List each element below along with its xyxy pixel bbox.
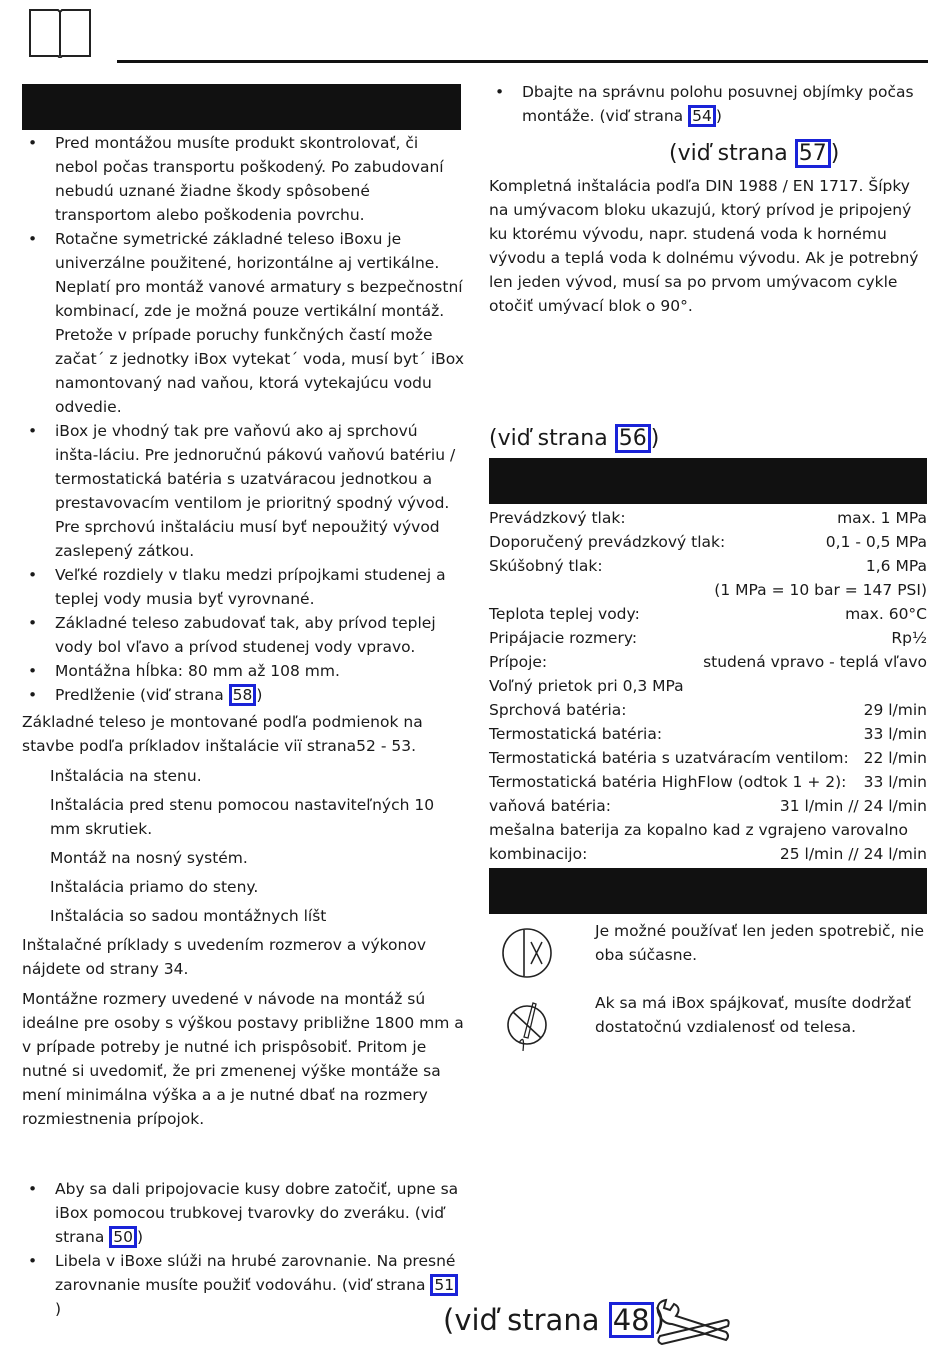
ref-48-line: (viď strana 48 )	[443, 1303, 665, 1337]
spec-row: Pripájacie rozmery: Rp½	[489, 629, 927, 647]
list-item: • Pred montážou musíte produkt skontrolovať, či nebol počas transportu poškodený. Po zabudovaní nebudú uznané žiadne škody spôsobené transportom alebo poškodenia povrchu.	[22, 131, 464, 227]
install-option: Inštalácia priamo do steny.	[50, 878, 259, 896]
din-text: Kompletná inštalácia podľa DIN 1988 / EN 1717. Šípky na umývacom bloku ukazujú, ktorý prívod je pripojený ku ktorému vývodu, napr. studená voda k hornému vývodu a teplá voda k dolnému vývodu. Ak je potrebný len jeden vývod, musí sa po prvom umývacom cykle otočiť umývací blok o 90°.	[489, 177, 919, 315]
right-top-text	[489, 80, 927, 128]
spec-row: Doporučený prevádzkový tlak: 0,1 - 0,5 MPa	[489, 533, 927, 551]
spec-row: Termostatická batéria s uzatváracím ventilom: 22 l/min	[489, 749, 927, 767]
spec-row: Teplota teplej vody: max. 60°C	[489, 605, 927, 623]
spec-row: Prevádzkový tlak: max. 1 MPa	[489, 509, 927, 527]
ref-56-line: (viď strana 56 )	[489, 424, 659, 454]
list-item-extension: • Predlženie (viď strana 58 )	[22, 683, 464, 707]
page-ref-48[interactable]: 48	[609, 1302, 654, 1338]
section-header-bar-left	[22, 84, 461, 130]
page-ref-54[interactable]: 54	[688, 105, 716, 127]
list-item: • iBox je vhodný tak pre vaňovú ako aj sprchovú inšta-láciu. Pre jednoručnú pákovú vaňovú batériu / termostatická batéria s uzatváracou jednotkou a prestavovacím ventilom je prioritný spodný vývod. Pre sprchovú inštaláciu musí byť nepoužitý vývod zaslepený zátkou.	[22, 419, 464, 563]
list-item: • Montážna hĺbka: 80 mm až 108 mm.	[22, 659, 464, 683]
page-ref-50[interactable]: 50	[109, 1226, 137, 1248]
install-option: Montáž na nosný systém.	[50, 849, 248, 867]
header-rule	[117, 60, 928, 63]
spec-row: Termostatická batéria HighFlow (odtok 1 + 2): 33 l/min	[489, 773, 927, 791]
section-header-bar-specs	[489, 458, 927, 504]
note-text: Ak sa má iBox spájkovať, musíte dodržať dostatočnú vzdialenosť od telesa.	[595, 994, 911, 1036]
spec-row: Sprchová batéria: 29 l/min	[489, 701, 927, 719]
single-consumer-icon	[501, 927, 553, 979]
list-item: • Dbajte na správnu polohu posuvnej objímky počas montáže. (viď strana 54 )	[489, 80, 927, 128]
install-option: Inštalácia so sadou montážnych líšt	[50, 907, 327, 925]
left-column-text	[22, 131, 464, 1137]
technical-data-table	[489, 506, 927, 866]
spec-row: Skúšobný tlak: 1,6 MPa	[489, 557, 927, 575]
left-bottom-text	[22, 1177, 464, 1321]
list-item: • Veľké rozdiely v tlaku medzi prípojkami studenej a teplej vody musia byť vyrovnané.	[22, 563, 464, 611]
list-item: • Rotačne symetrické základné teleso iBoxu je univerzálne použitené, horizontálne aj vertikálne. Neplatí pro montáž vanové armatury s bezpečnostní kombinací, zde je možná pouze vertikální montáž. Pretože v prípade poruchy funkčných častí može začat´ z jednotky iBox vytekat´ voda, musí byt´ iBox namontovaný nad vaňou, ktorá vytekajúcu vodu odvedie.	[22, 227, 464, 419]
bottom-list	[22, 1177, 464, 1321]
note-text: Je možné používať len jeden spotrebič, nie oba súčasne.	[595, 922, 925, 964]
spec-row: Termostatická batéria: 33 l/min	[489, 725, 927, 743]
spec-row: mešalna baterija za kopalno kad z vgrajeno varovalno	[489, 821, 908, 839]
page-ref-58[interactable]: 58	[229, 684, 257, 706]
install-option: Inštalácia pred stenu pomocou nastaviteľných 10 mm skrutiek.	[50, 796, 435, 838]
section-header-bar-notes	[489, 868, 927, 914]
page-ref-56[interactable]: 56	[615, 424, 651, 453]
dimensions-text: Montážne rozmery uvedené v návode na montáž sú ideálne pre osoby s výškou postavy približne 1800 mm a v prípade potreby je nutné ich prispôsobiť. Pritom je nutné si uvedomiť, že pri zmenenej výške montáže sa mení minimálna výška a a je nutné dbať na rozmery rozmiestnenia prípojok.	[22, 990, 464, 1128]
page-ref-57[interactable]: 57	[795, 139, 831, 168]
no-soldering-icon	[501, 999, 553, 1051]
spec-row: (1 MPa = 10 bar = 147 PSI)	[714, 581, 927, 599]
page-ref-51[interactable]: 51	[430, 1274, 458, 1296]
examples-text: Inštalačné príklady s uvedením rozmerov a výkonov nájdete od strany 34.	[22, 936, 427, 978]
requirements-list	[22, 131, 464, 707]
spec-row: kombinacijo: 25 l/min // 24 l/min	[489, 845, 927, 863]
note-single-consumer	[489, 919, 927, 987]
spec-row: Voľný prietok pri 0,3 MPa	[489, 677, 684, 695]
ref-57-line: (viď strana 57 )	[669, 139, 839, 169]
spec-row: Prípoje: studená vpravo - teplá vľavo	[489, 653, 927, 671]
list-item: • Základné teleso zabudovať tak, aby prívod teplej vody bol vľavo a prívod studenej vody vpravo.	[22, 611, 464, 659]
slide-sleeve-list	[489, 80, 927, 128]
list-item: • Aby sa dali pripojovacie kusy dobre zatočiť, upne sa iBox pomocou trubkovej tvarovky do zveráku. (viď strana 50 )	[22, 1177, 464, 1249]
install-intro: Základné teleso je montované podľa podmienok na stavbe podľa príkladov inštalácie viï strana52 - 53.	[22, 713, 423, 755]
tools-icon	[652, 1296, 732, 1350]
list-item: • Libela v iBoxe slúži na hrubé zarovnanie. Na presné zarovnanie musíte použiť vodováhu. (viď strana 51)	[22, 1249, 464, 1321]
manual-book-icon	[28, 6, 92, 58]
note-no-soldering	[489, 991, 927, 1051]
install-option: Inštalácia na stenu.	[50, 767, 202, 785]
notes	[489, 919, 927, 1051]
spec-row: vaňová batéria: 31 l/min // 24 l/min	[489, 797, 927, 815]
